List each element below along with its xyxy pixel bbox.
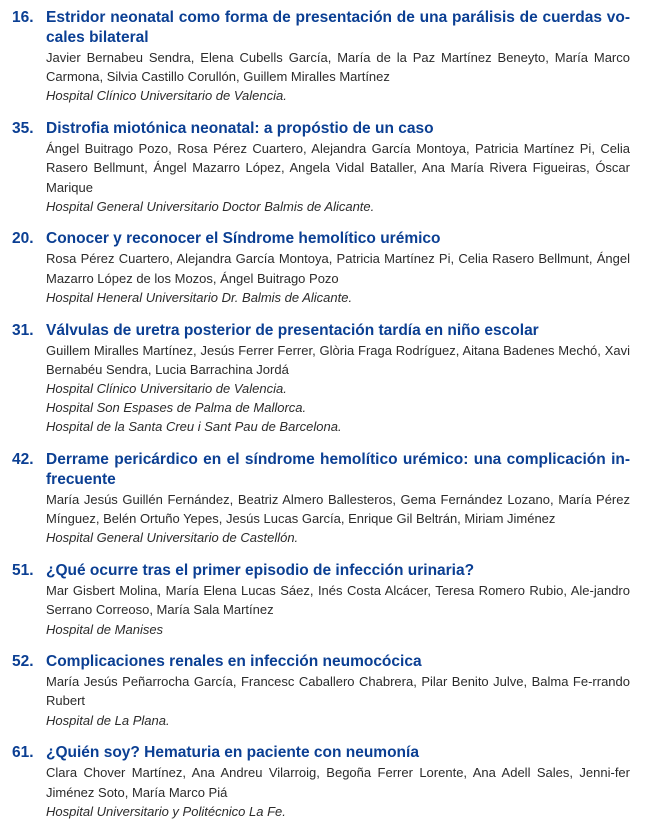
entry-title-text: Distrofia miotónica neonatal: a propóstio de un caso xyxy=(46,120,434,138)
entry-number: 31. xyxy=(12,321,34,339)
entry-institution: Hospital General Universitario de Castellón. xyxy=(46,530,299,546)
entry-body xyxy=(46,763,630,821)
entry-body xyxy=(46,139,630,216)
entry-institution: Hospital Universitario y Politécnico La Fe. xyxy=(46,803,286,819)
entry-title-text: Estridor neonatal como forma de presentación de una parálisis de cuerdas vo-cales bilateral xyxy=(46,9,630,46)
entry-number: 35. xyxy=(12,120,34,138)
entry-institution: Hospital General Universitario Doctor Balmis de Alicante. xyxy=(46,198,375,214)
entry-title-text: Válvulas de uretra posterior de presentación tardía en niño escolar xyxy=(46,321,539,339)
abstract-entry xyxy=(12,652,630,730)
entry-title-text: Complicaciones renales en infección neumocócica xyxy=(46,653,422,671)
entry-authors: María Jesús Peñarrocha García, Francesc Caballero Chabrera, Pilar Benito Julve, Balma Fe-rrando Rubert xyxy=(46,674,630,709)
abstract-entry xyxy=(12,119,630,216)
entry-number: 52. xyxy=(12,653,34,671)
entry-title xyxy=(12,450,630,490)
entry-authors: Ángel Buitrago Pozo, Rosa Pérez Cuartero, Alejandra García Montoya, Patricia Martínez Pi, Celia Rasero Bellmunt, Ángel Mazarro López, Angela Vidal Bataller, Ana María Rivera Figueiras, Óscar Marique xyxy=(46,141,630,195)
entry-institution: Hospital Heneral Universitario Dr. Balmis de Alicante. xyxy=(46,289,353,305)
entry-institution: Hospital Clínico Universitario de Valencia. xyxy=(46,88,287,104)
entry-title-text: ¿Quién soy? Hematuria en paciente con neumonía xyxy=(46,744,419,762)
entry-title-text: Derrame pericárdico en el síndrome hemolítico urémico: una complicación in-frecuente xyxy=(46,451,630,489)
entry-number: 51. xyxy=(12,562,34,580)
entry-title xyxy=(12,8,630,48)
entry-number: 16. xyxy=(12,9,34,26)
entry-authors: Guillem Miralles Martínez, Jesús Ferrer Ferrer, Glòria Fraga Rodríguez, Aitana Badenes Mechó, Xavi Bernabéu Sendra, Lucia Barrachina Jordá xyxy=(46,342,630,377)
abstract-entry xyxy=(12,8,630,106)
entry-institution: Hospital de La Plana. xyxy=(46,712,170,728)
entry-institution: Hospital de Manises xyxy=(46,621,164,637)
entry-body xyxy=(46,48,630,106)
entry-authors: Clara Chover Martínez, Ana Andreu Vilarroig, Begoña Ferrer Lorente, Ana Adell Sales, Jenni-fer Jiménez Soto, María Marco Piá xyxy=(46,765,630,800)
entry-institution: Hospital Clínico Universitario de Valencia. xyxy=(46,380,287,396)
entry-number: 42. xyxy=(12,451,34,469)
entry-institution: Hospital de la Santa Creu i Sant Pau de Barcelona. xyxy=(46,419,342,435)
entry-body xyxy=(46,249,630,307)
entry-body xyxy=(46,341,630,437)
entry-title xyxy=(12,743,630,763)
entry-authors: María Jesús Guillén Fernández, Beatriz Almero Ballesteros, Gema Fernández Lozano, María Pérez Mínguez, Belén Ortuño Yepes, Jesús Lucas García, Enrique Gil Beltrán, Miriam Jiménez xyxy=(46,492,630,527)
entry-number: 20. xyxy=(12,230,34,248)
entry-number: 61. xyxy=(12,744,34,762)
abstract-entry xyxy=(12,561,630,639)
entry-authors: Javier Bernabeu Sendra, Elena Cubells García, María de la Paz Martínez Beneyto, María Marco Carmona, Silvia Castillo Corullón, Guillem Miralles Martínez xyxy=(46,50,630,85)
entry-title-text: ¿Qué ocurre tras el primer episodio de infección urinaria? xyxy=(46,562,475,580)
entry-institution: Hospital Son Espases de Palma de Mallorca. xyxy=(46,400,307,416)
entry-title xyxy=(12,229,630,249)
entry-title xyxy=(12,561,630,581)
entry-authors: Mar Gisbert Molina, María Elena Lucas Sáez, Inés Costa Alcácer, Teresa Romero Rubio, Ale-jandro Serrano Correoso, María Sala Martínez xyxy=(46,583,630,618)
entry-authors: Rosa Pérez Cuartero, Alejandra García Montoya, Patricia Martínez Pi, Celia Rasero Bellmunt, Ángel Mazarro López de los Mozos, Ángel Buitrago Pozo xyxy=(46,251,630,286)
abstract-entry xyxy=(12,321,630,437)
abstract-list xyxy=(12,8,630,834)
entry-title xyxy=(12,321,630,341)
entry-title xyxy=(12,119,630,139)
abstract-entry xyxy=(12,450,630,548)
entry-body xyxy=(46,490,630,548)
entry-body xyxy=(46,581,630,639)
entry-title-text: Conocer y reconocer el Síndrome hemolítico urémico xyxy=(46,230,441,248)
entry-body xyxy=(46,672,630,730)
abstract-entry xyxy=(12,229,630,307)
abstract-entry xyxy=(12,743,630,821)
entry-title xyxy=(12,652,630,672)
